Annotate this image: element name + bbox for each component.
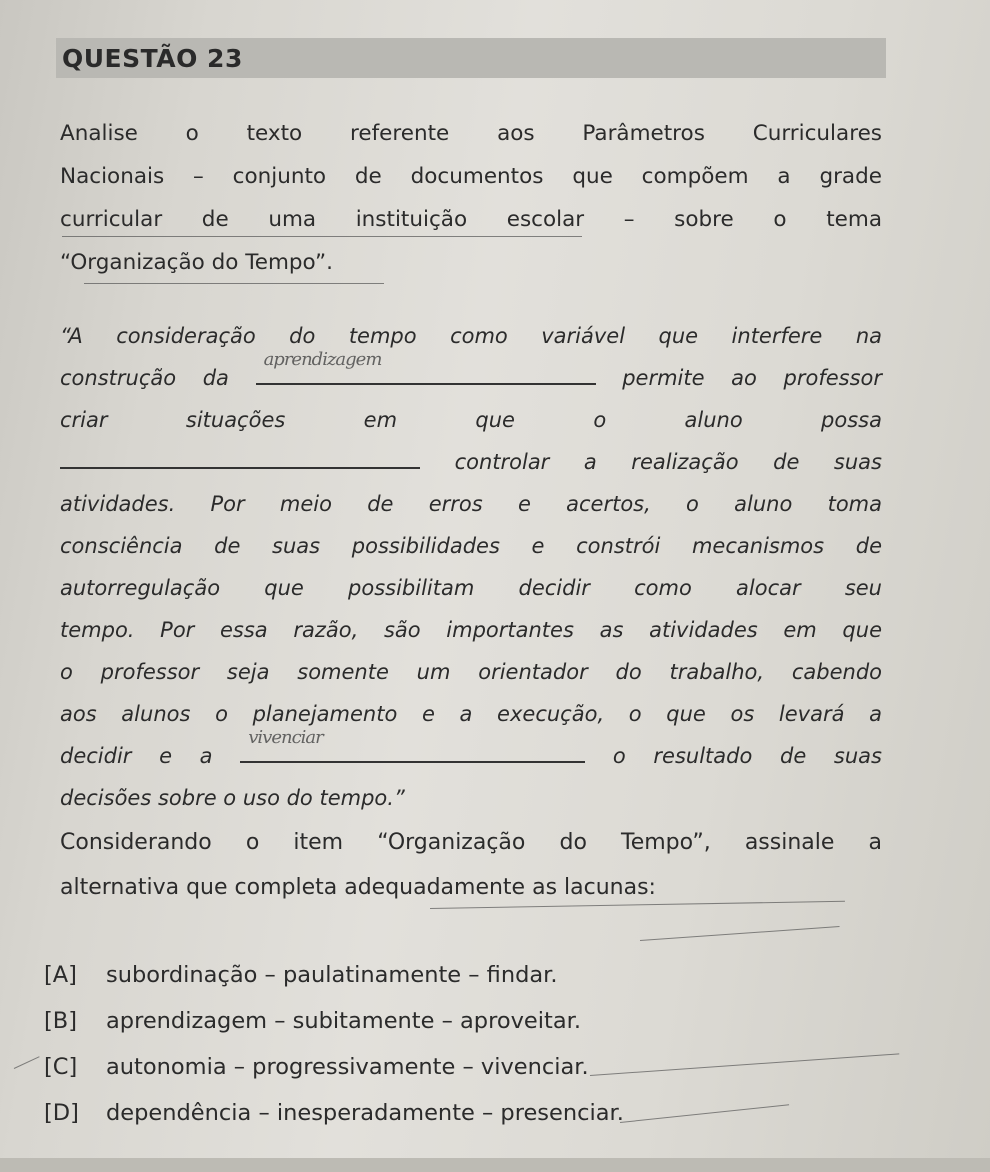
- quote-line: tempo. Por essa razão, são importantes as atividades em que: [60, 618, 882, 642]
- quote-line-with-blank: [60, 727, 882, 777]
- pen-underline: [62, 236, 582, 237]
- quote-line: “A consideração do tempo como variável que interfere na: [60, 324, 882, 348]
- quote-line: o professor seja somente um orientador do trabalho, cabendo: [60, 660, 882, 684]
- option-letter: [D]: [44, 1100, 79, 1126]
- pen-underline: [84, 283, 384, 284]
- quote-line: aos alunos o planejamento e a execução, o que os levará a: [60, 702, 882, 726]
- quote-line: atividades. Por meio de erros e acertos, o aluno toma: [60, 492, 882, 516]
- quote-line: decisões sobre o uso do tempo.”: [60, 786, 405, 810]
- intro-line: “Organização do Tempo”.: [60, 250, 333, 275]
- prompt-line: Considerando o item “Organização do Tempo”, assinale a: [60, 830, 882, 855]
- quote-fragment: permite ao professor: [622, 366, 882, 390]
- option-text: dependência – inesperadamente – presenciar.: [106, 1100, 624, 1126]
- option-d[interactable]: [44, 1090, 624, 1136]
- option-b[interactable]: [44, 998, 624, 1044]
- option-letter: [B]: [44, 1008, 77, 1034]
- pen-underline: [620, 1104, 789, 1123]
- option-a[interactable]: [44, 952, 624, 998]
- option-text: aprendizagem – subitamente – aproveitar.: [106, 1008, 581, 1034]
- quote-line-with-blank: [60, 441, 882, 483]
- quote-line: autorregulação que possibilitam decidir como alocar seu: [60, 576, 882, 600]
- option-text: subordinação – paulatinamente – findar.: [106, 962, 558, 988]
- pen-underline: [640, 926, 840, 941]
- intro-line: curricular de uma instituição escolar – sobre o tema: [60, 207, 882, 232]
- handwritten-answer-3: vivenciar: [248, 727, 323, 748]
- blank-2[interactable]: [60, 443, 420, 469]
- intro-line: Analise o texto referente aos Parâmetros Curriculares: [60, 121, 882, 146]
- option-letter: [A]: [44, 962, 77, 988]
- option-text: autonomia – progressivamente – vivenciar.: [106, 1054, 589, 1080]
- option-letter: [C]: [44, 1054, 78, 1080]
- pen-mark: [14, 1056, 40, 1069]
- quote-fragment: o resultado de suas: [612, 744, 882, 768]
- blank-1[interactable]: [256, 349, 596, 385]
- blank-3[interactable]: [240, 727, 585, 763]
- intro-paragraph: [60, 112, 882, 284]
- quote-line: criar situações em que o aluno possa: [60, 408, 882, 432]
- prompt-line: alternativa que completa adequadamente as lacunas:: [60, 875, 656, 900]
- quote-line-with-blank: [60, 349, 882, 399]
- question-title: QUESTÃO 23: [62, 44, 243, 73]
- option-c[interactable]: [44, 1044, 624, 1090]
- quote-line: consciência de suas possibilidades e constrói mecanismos de: [60, 534, 882, 558]
- answer-options: [44, 952, 624, 1136]
- quoted-text: [60, 315, 882, 819]
- page-bottom-edge: [0, 1158, 990, 1172]
- quote-fragment: construção da: [60, 366, 229, 390]
- question-prompt: [60, 820, 882, 910]
- quote-fragment: decidir e a: [60, 744, 213, 768]
- pen-underline: [590, 1053, 899, 1076]
- intro-line: Nacionais – conjunto de documentos que compõem a grade: [60, 164, 882, 189]
- quote-fragment: controlar a realização de suas: [454, 450, 882, 474]
- handwritten-answer-1: aprendizagem: [263, 349, 382, 370]
